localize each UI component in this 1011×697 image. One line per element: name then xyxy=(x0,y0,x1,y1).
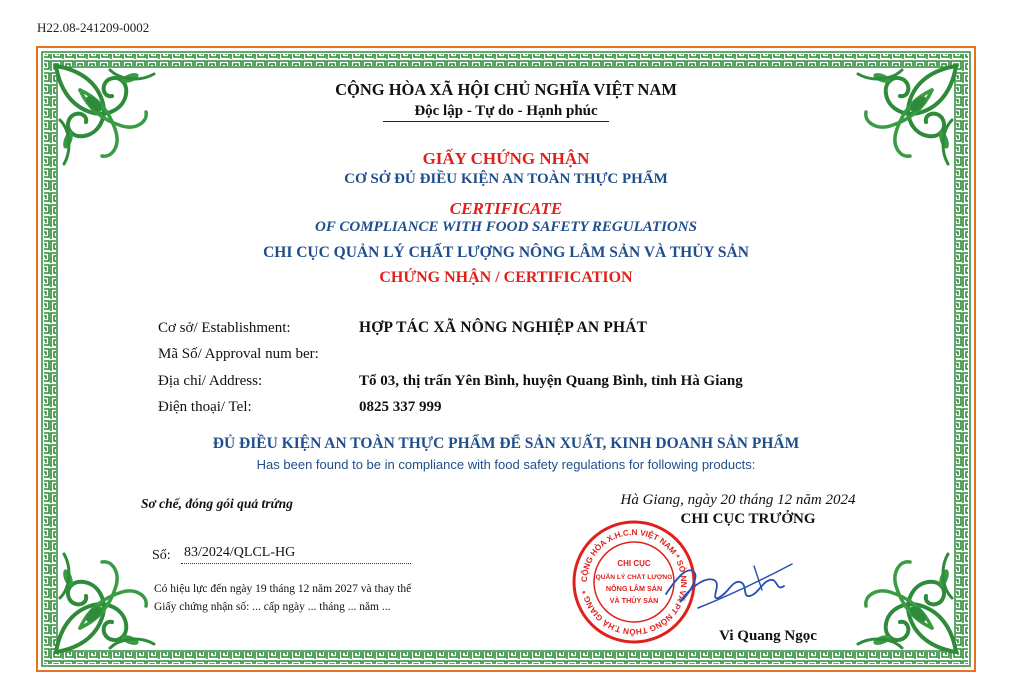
stamp-ring-text: CỘNG HÒA X.H.C.N VIỆT NAM * SỞ NN VÀ PT NÔNG THÔN T.HÀ GIANG * xyxy=(579,527,689,637)
certificate-number: 83/2024/QLCL-HG xyxy=(184,545,296,560)
title-vn: GIẤY CHỨNG NHẬN xyxy=(422,149,590,168)
eligibility-statement-vn: ĐỦ ĐIỀU KIỆN AN TOÀN THỰC PHẨM ĐỂ SẢN XUẤT, KINH DOANH SẢN PHẨM xyxy=(212,435,800,452)
issuing-agency: CHI CỤC QUẢN LÝ CHẤT LƯỢNG NÔNG LÂM SẢN VÀ THỦY SẢN xyxy=(263,244,749,261)
number-label: Số: xyxy=(152,548,171,563)
validity-line-2: Giấy chứng nhận số: ... cấp ngày ... tháng ... năm ... xyxy=(154,601,391,613)
certificate xyxy=(36,46,976,672)
title-en: CERTIFICATE xyxy=(449,199,563,218)
republic-heading: CỘNG HÒA XÃ HỘI CHỦ NGHĨA VIỆT NAM xyxy=(335,80,677,99)
establishment-label: Cơ sở/ Establishment: xyxy=(158,320,291,336)
document-id: H22.08-241209-0002 xyxy=(37,20,150,35)
number-underline xyxy=(181,563,411,564)
stamp-line-2: QUẢN LÝ CHẤT LƯỢNG xyxy=(595,574,673,581)
motto-underline xyxy=(383,121,609,122)
stamp-line-3: NÔNG LÂM SẢN xyxy=(605,584,663,593)
signer-name: Vi Quang Ngọc xyxy=(719,628,817,644)
address-label: Địa chỉ/ Address: xyxy=(158,373,263,389)
national-motto: Độc lập - Tự do - Hạnh phúc xyxy=(414,103,598,119)
certification-heading: CHỨNG NHẬN / CERTIFICATION xyxy=(379,269,633,286)
handwritten-signature xyxy=(658,546,798,616)
product-description: Sơ chế, đóng gói quả trứng xyxy=(141,496,293,511)
validity-line-1: Có hiệu lực đến ngày 19 tháng 12 năm 2027 và thay thế xyxy=(154,583,412,595)
title-en-subtitle: OF COMPLIANCE WITH FOOD SAFETY REGULATIONS xyxy=(315,219,697,235)
title-vn-subtitle: CƠ SỞ ĐỦ ĐIỀU KIỆN AN TOÀN THỰC PHẨM xyxy=(344,171,668,187)
stamp-line-4: VÀ THỦY SẢN xyxy=(609,596,659,605)
stamp-line-1: CHI CỤC xyxy=(617,559,651,568)
establishment-value: HỢP TÁC XÃ NÔNG NGHIỆP AN PHÁT xyxy=(359,319,648,336)
chief-title: CHI CỤC TRƯỞNG xyxy=(680,511,816,527)
phone-value: 0825 337 999 xyxy=(359,399,442,415)
eligibility-statement-en: Has been found to be in compliance with food safety regulations for following products: xyxy=(256,457,756,472)
address-value: Tổ 03, thị trấn Yên Bình, huyện Quang Bình, tỉnh Hà Giang xyxy=(359,373,743,389)
approval-label: Mã Số/ Approval num ber: xyxy=(158,346,319,362)
issue-date: Hà Giang, ngày 20 tháng 12 năm 2024 xyxy=(620,492,856,508)
phone-label: Điện thoại/ Tel: xyxy=(158,399,252,415)
